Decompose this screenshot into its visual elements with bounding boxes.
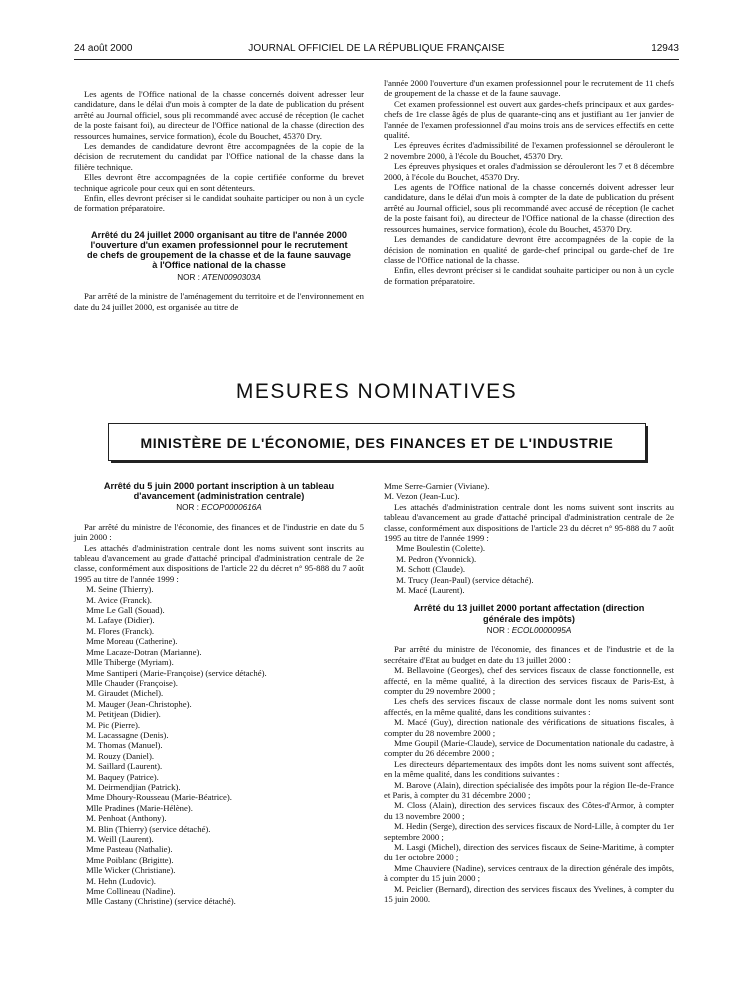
name-entry: Mlle Pradines (Marie-Hélène).: [86, 802, 193, 813]
name-entry: M. Deirmendjian (Patrick).: [86, 781, 181, 792]
name-entry: M. Seine (Thierry).: [86, 584, 154, 595]
name-entry: Mme Boulestin (Colette).: [396, 543, 486, 554]
paragraph: M. Peiclier (Bernard), direction des services fiscaux des Yvelines, à compter du 15 juin 2000.: [384, 883, 674, 905]
name-list: [74, 584, 364, 907]
name-entry: M. Vezon (Jean-Luc).: [384, 491, 460, 502]
header-rule: [74, 59, 679, 60]
column-top-left: [74, 89, 364, 312]
decree-title: Arrêté du 5 juin 2000 portant inscription à un tableau d'avancement (administration centrale): [103, 481, 335, 502]
name-entry: M. Blin (Thierry) (service détaché).: [86, 823, 211, 834]
paragraph: Par arrêté du ministre de l'économie, des finances et de l'industrie en date du 5 juin 2000 :: [74, 521, 364, 543]
nor-reference: [74, 273, 364, 283]
name-entry: Mme Le Gall (Souad).: [86, 605, 165, 616]
paragraph: M. Macé (Guy), direction nationale des vérifications de situations fiscales, à compter du 28 novembre 2000 ;: [384, 717, 674, 738]
nor-code: ECOL0000095A: [511, 625, 572, 635]
journal-title: JOURNAL OFFICIEL DE LA RÉPUBLIQUE FRANÇAISE: [248, 43, 505, 54]
name-entry: M. Saillard (Laurent).: [86, 761, 163, 772]
paragraph: Enfin, elles devront préciser si le candidat souhaite participer ou non à un cycle de formation préparatoire.: [74, 193, 364, 214]
name-entry: M. Trucy (Jean-Paul) (service détaché).: [396, 574, 534, 585]
column-bottom-left: [74, 481, 364, 907]
paragraph: Les agents de l'Office national de la chasse concernés doivent adresser leur candidature, dans le délai d'un mois à compter de la date de publication du présent arrêté au Journal officiel, sous pli recommandé avec accusé de réception (le cachet de la poste faisant foi), au directeur de l'Office national de la chasse (direction des ressources humaines, service formation), école du Bouchet, 45370 Dry.: [74, 89, 364, 141]
paragraph: Les attachés d'administration centrale dont les noms suivent sont inscrits au tableau d'avancement au grade d'attaché principal d'administration centrale de 2e classe, conformément aux dispositions de l'article 22 du décret n° 95-888 du 7 août 1995 au titre de l'année 1999 :: [74, 542, 364, 584]
nor-reference: [384, 626, 674, 636]
paragraph: M. Closs (Alain), direction des services fiscaux des Côtes-d'Armor, à compter du 13 novembre 2000 ;: [384, 800, 674, 821]
name-entry: M. Schott (Claude).: [396, 564, 466, 575]
ministry-banner: [108, 423, 646, 461]
name-entry: M. Baquey (Patrice).: [86, 771, 159, 782]
decree-title: Arrêté du 24 juillet 2000 organisant au titre de l'année 2000 l'ouverture d'un examen professionnel pour le recrutement de chefs de groupement de la chasse et de la faune sauvage à l'Office national de la chasse: [87, 229, 351, 271]
issue-date: 24 août 2000: [74, 43, 133, 54]
paragraph: Les directeurs départementaux des impôts dont les noms suivent sont affectés, en la même qualité, dans les conditions suivantes :: [384, 758, 674, 780]
paragraph: Elles devront être accompagnées de la copie certifiée conforme du brevet technique agricole pour ceux qui en sont détenteurs.: [74, 172, 364, 193]
name-entry: Mlle Castany (Christine) (service détaché).: [86, 896, 236, 907]
section-heading: MESURES NOMINATIVES: [235, 380, 518, 403]
name-entry: Mme Santiperi (Marie-Françoise) (service détaché).: [86, 667, 267, 678]
name-entry: Mme Collineau (Nadine).: [86, 886, 176, 897]
paragraph: Enfin, elles devront préciser si le candidat souhaite participer ou non à un cycle de formation préparatoire.: [384, 265, 674, 286]
paragraph: M. Barove (Alain), direction spécialisée des impôts pour la région Ile-de-France et Paris, à compter du 31 décembre 2000 ;: [384, 779, 674, 800]
name-entry: M. Rouzy (Daniel).: [86, 750, 155, 761]
name-entry: M. Macé (Laurent).: [396, 585, 465, 596]
paragraph: l'année 2000 l'ouverture d'un examen professionnel pour le recrutement de 11 chefs de groupement de la chasse et de la faune sauvage.: [384, 78, 674, 99]
name-entry: Mme Poiblanc (Brigitte).: [86, 854, 174, 865]
paragraph: M. Lasgi (Michel), direction des services fiscaux de Seine-Maritime, à compter du 1er octobre 2000 ;: [384, 842, 674, 863]
paragraph: Les demandes de candidature devront être accompagnées de la copie de la décision de nomination en qualité de garde-chef principal ou garde-chef de 1re classe de l'Office national de la chasse.: [384, 234, 674, 265]
paragraph: Les demandes de candidature devront être accompagnées de la copie de la décision de recrutement du candidat par l'Office national de la chasse dans la filière technique.: [74, 141, 364, 172]
name-entry: Mlle Wicker (Christiane).: [86, 865, 176, 876]
paragraph: Par arrêté de la ministre de l'aménagement du territoire et de l'environnement en date du 24 juillet 2000, est organisée au titre de: [74, 291, 364, 312]
paragraph: Les attachés d'administration centrale dont les noms suivent sont inscrits au tableau d'avancement au grade d'attaché principal d'administration centrale de 2e classe, conformément aux dispositions de l'article 23 du décret n° 95-888 du 7 août 1995 au titre de l'année 1999 :: [384, 501, 674, 544]
nor-code: ATEN0090303A: [202, 272, 261, 282]
name-entry: M. Avice (Franck).: [86, 594, 152, 605]
name-entry: Mlle Chauder (Françoise).: [86, 677, 178, 688]
paragraph: Les épreuves écrites d'admissibilité de l'examen professionnel se dérouleront le 2 novembre 2000, à l'école du Bouchet, 45370 Dry.: [384, 140, 674, 161]
paragraph: Par arrêté du ministre de l'économie, des finances et de l'industrie et de la secrétaire d'Etat au budget en date du 13 juillet 2000 :: [384, 644, 674, 665]
name-list: [384, 543, 674, 595]
paragraph: Mme Goupil (Marie-Claude), service de Documentation nationale du cadastre, à compter du 26 décembre 2000 ;: [384, 737, 674, 759]
nor-label: NOR :: [176, 503, 199, 513]
name-entry: M. Pedron (Yvonnick).: [396, 553, 477, 564]
paragraph: Les épreuves physiques et orales d'admission se dérouleront les 7 et 8 décembre 2000, à l'école du Bouchet, 45370 Dry.: [384, 161, 674, 182]
nor-label: NOR :: [177, 272, 200, 282]
column-bottom-right: [384, 481, 674, 904]
decree-title: Arrêté du 13 juillet 2000 portant affectation (direction générale des impôts): [413, 603, 645, 624]
name-entry: Mme Pasteau (Nathalie).: [86, 844, 173, 855]
name-list: [384, 481, 674, 502]
name-entry: M. Hehn (Ludovic).: [86, 875, 156, 886]
paragraph: M. Bellavoine (Georges), chef des services fiscaux de classe fonctionnelle, est affecté, en la même qualité, à la direction des services fiscaux de Paris-Est, à compter du 29 novembre 2000 ;: [384, 665, 674, 696]
paragraph: Cet examen professionnel est ouvert aux gardes-chefs principaux et aux gardes-chefs de 1re classe âgés de plus de quarante-cinq ans et justifiant au 1er janvier de l'année de l'examen professionnel d'au moins trois ans de services effectifs en cette qualité.: [384, 98, 674, 141]
name-entry: M. Penhoat (Anthony).: [86, 813, 167, 824]
paragraph: Mme Chauviere (Nadine), services centraux de la direction générale des impôts, à compter du 15 juin 2000 ;: [384, 862, 674, 884]
page-number: 12943: [651, 43, 679, 54]
nor-label: NOR :: [486, 625, 510, 635]
name-entry: M. Weill (Laurent).: [86, 834, 154, 844]
column-top-right: [384, 78, 674, 286]
nor-code: ECOP0000616A: [201, 503, 262, 513]
nor-reference: [74, 503, 364, 513]
name-entry: Mme Serre-Garnier (Viviane).: [384, 481, 490, 491]
name-entry: Mme Lacaze-Dotran (Marianne).: [86, 646, 202, 657]
paragraph-list: [384, 644, 674, 904]
name-entry: M. Petitjean (Didier).: [86, 709, 161, 720]
paragraph: Les chefs des services fiscaux de classe normale dont les noms suivent sont affectés, en la même qualité, dans les conditions suivantes :: [384, 696, 674, 717]
ministry-name: MINISTÈRE DE L'ÉCONOMIE, DES FINANCES ET DE L'INDUSTRIE: [140, 435, 614, 451]
name-entry: Mme Moreau (Catherine).: [86, 636, 178, 647]
paragraph: Les agents de l'Office national de la chasse concernés doivent adresser leur candidature, dans le délai d'un mois à compter de la date de publication du présent arrêté au Journal officiel, sous pli recommandé avec accusé de réception (le cachet de la poste faisant foi), au directeur de l'Office national de la chasse (direction des ressources humaines, service formation), école du Bouchet, 45370 Dry.: [384, 182, 674, 234]
name-entry: Mlle Thiberge (Myriam).: [86, 657, 174, 668]
name-entry: M. Lacassagne (Denis).: [86, 729, 169, 740]
name-entry: M. Flores (Franck).: [86, 625, 155, 636]
name-entry: M. Pic (Pierre).: [86, 719, 141, 730]
running-header: [74, 43, 679, 57]
name-entry: Mme Dhoury-Rousseau (Marie-Béatrice).: [86, 792, 232, 803]
name-entry: M. Thomas (Manuel).: [86, 740, 163, 751]
name-entry: M. Lafaye (Didier).: [86, 615, 155, 626]
name-entry: M. Mauger (Jean-Christophe).: [86, 698, 192, 709]
name-entry: M. Giraudet (Michel).: [86, 688, 164, 699]
paragraph: M. Hedin (Serge), direction des services fiscaux de Nord-Lille, à compter du 1er septembre 2000 ;: [384, 821, 674, 842]
